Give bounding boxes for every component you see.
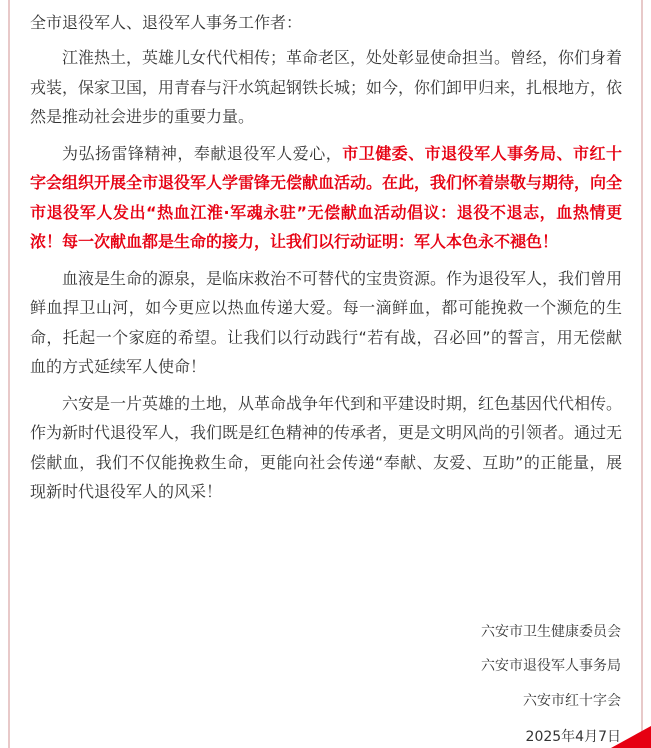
signature-health-commission: 六安市卫生健康委员会 — [481, 624, 621, 640]
red-corner-decoration — [611, 726, 651, 748]
letter-body — [30, 8, 622, 514]
paragraph-3: 血液是生命的源泉，是临床救治不可替代的宝贵资源。作为退役军人，我们曾用鲜血捍卫山河，如今更应以热血传递大爱。每一滴鲜血，都可能挽救一个濒危的生命，托起一个家庭的希望。让我们以行动践行“若有战，召必回”的誓言，用无偿献血的方式延续军人使命！ — [30, 268, 623, 376]
paragraph-1: 江淮热土，英雄儿女代代相传；革命老区，处处彰显使命担当。曾经，你们身着戎装，保家卫国，用青春与汗水筑起钢铁长城；如今，你们卸甲归来，扎根地方，依然是推动社会进步的重要力量。 — [30, 48, 623, 126]
greeting: 全市退役军人、退役军人事务工作者： — [30, 13, 303, 32]
signature-red-cross: 六安市红十字会 — [523, 693, 621, 709]
paragraph-2 — [30, 139, 622, 257]
paragraph-4: 六安是一片英雄的土地，从革命战争年代到和平建设时期，红色基因代代相传。作为新时代退役军人，我们既是红色精神的传承者，更是文明风尚的引领者。通过无偿献血，我们不仅能挽救生命，更能向社会传递“奉献、友爱、互助”的正能量，展现新时代退役军人的风采！ — [30, 393, 623, 501]
right-border-line — [641, 0, 643, 748]
signature-veterans-bureau: 六安市退役军人事务局 — [481, 658, 621, 674]
paragraph-2-highlight: 市卫健委、市退役军人事务局、市红十字会组织开展全市退役军人学雷锋无偿献血活动。在此，我们怀着崇敬与期待，向全市退役军人发出“热血江淮·军魂永驻”无偿献血活动倡议：退役不退志，血热情更浓！每一次献血都是生命的接力，让我们以行动证明：军人本色永不褪色！ — [30, 143, 623, 251]
letter-date: 2025年4月7日 — [525, 729, 621, 745]
paragraph-2-normal: 为弘扬雷锋精神，奉献退役军人爱心， — [62, 143, 343, 163]
left-border-line — [8, 0, 10, 748]
